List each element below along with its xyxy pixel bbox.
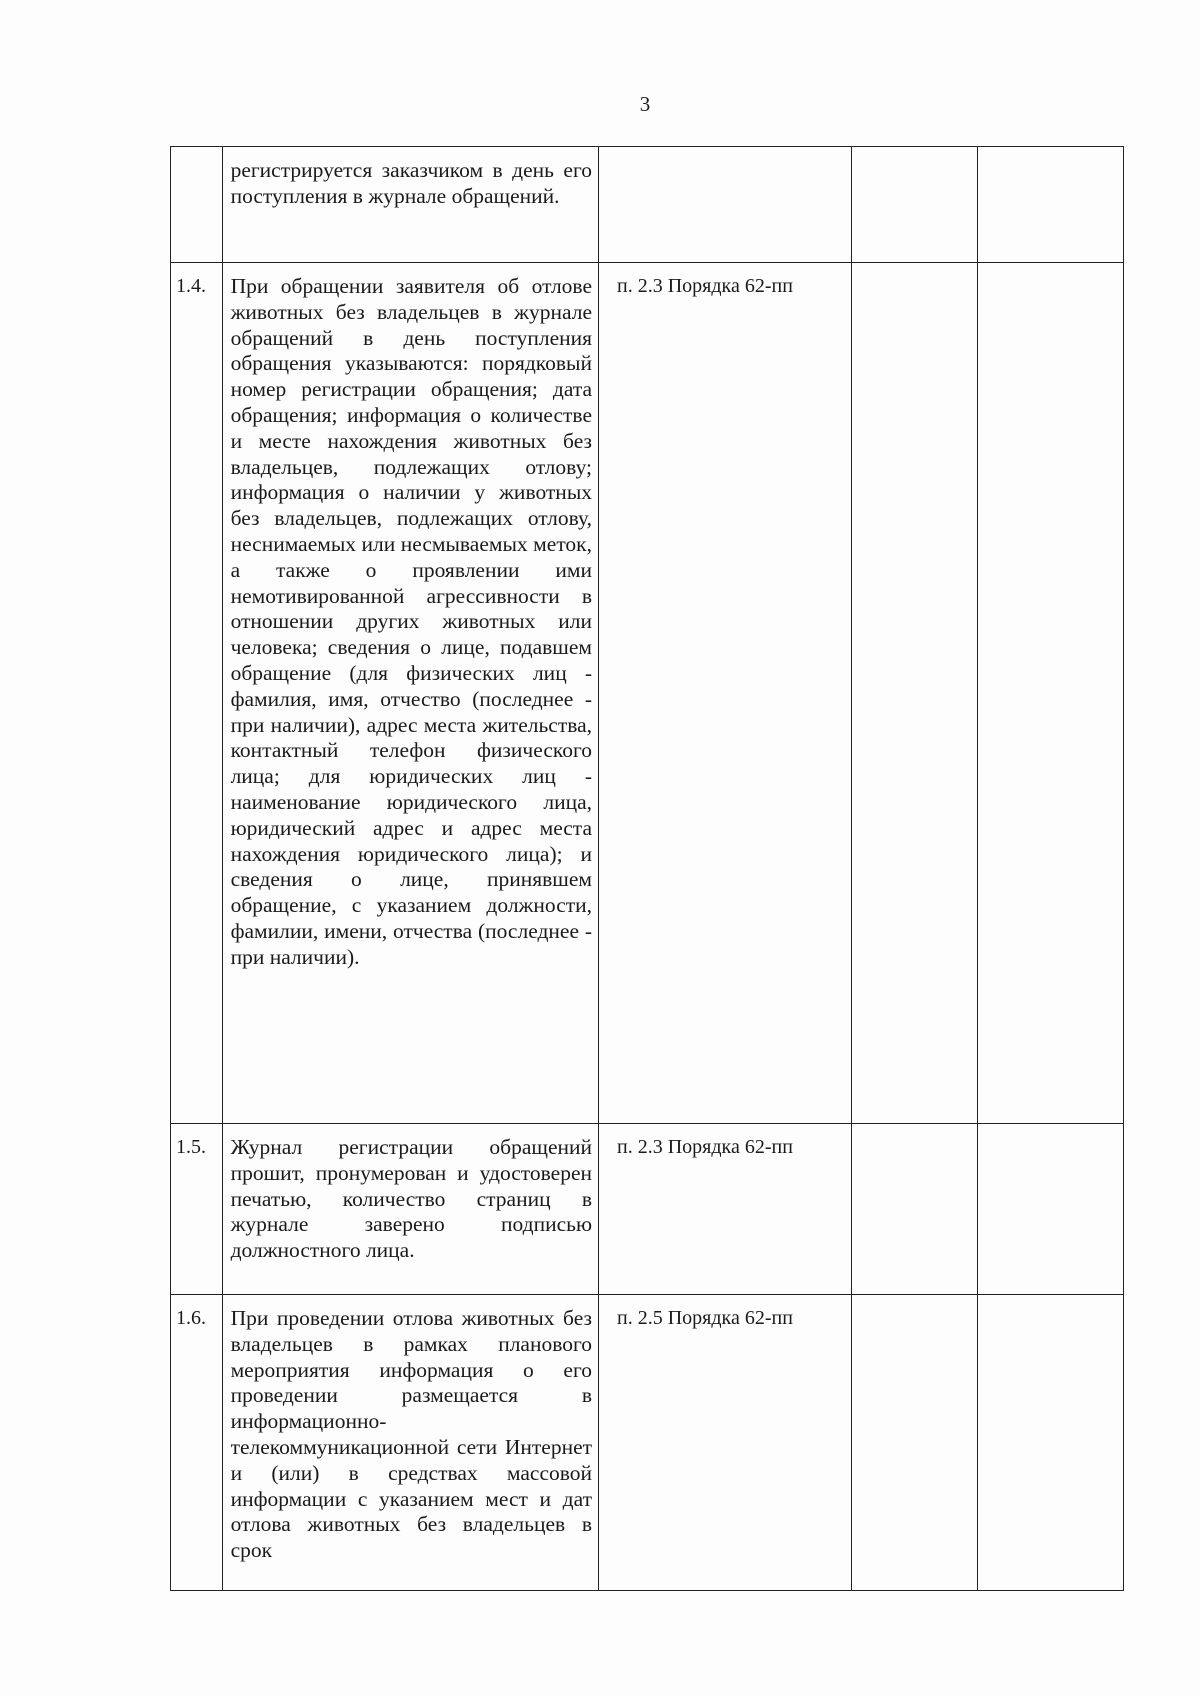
requirement-text: Журнал регистрации обращений прошит, пронумерован и удостоверен печатью, количество страниц в журнале заверено подписью должностного лица. (222, 1124, 598, 1295)
answer-cell (851, 1124, 977, 1295)
legal-reference: п. 2.3 Порядка 62-пп (599, 1124, 852, 1295)
requirement-text: регистрируется заказчиком в день его поступления в журнале обращений. (222, 147, 598, 263)
note-cell (977, 1124, 1123, 1295)
table-row (171, 147, 1124, 263)
checklist-table (170, 146, 1124, 1591)
requirement-text: При обращении заявителя об отлове животных без владельцев в журнале обращений в день поступления обращения указываются: порядковый номер регистрации обращения; дата обращения; информация о количестве и месте нахождения животных без владельцев, подлежащих отлову; информация о наличии у животных без владельцев, подлежащих отлову, неснимаемых или несмываемых меток, а также о проявлении ими немотивированной агрессивности в отношении других животных или человека; сведения о лице, подавшем обращение (для физических лиц - фамилия, имя, отчество (последнее - при наличии), адрес места жительства, контактный телефон физического лица; для юридических лиц - наименование юридического лица, юридический адрес и адрес места нахождения юридического лица); и сведения о лице, принявшем обращение, с указанием должности, фамилии, имени, отчества (последнее - при наличии). (222, 263, 598, 1124)
note-cell (977, 147, 1123, 263)
note-cell (977, 1295, 1123, 1591)
legal-reference (599, 147, 852, 263)
row-number (171, 147, 223, 263)
table-row (171, 263, 1124, 1124)
legal-reference: п. 2.5 Порядка 62-пп (599, 1295, 852, 1591)
answer-cell (851, 263, 977, 1124)
row-number: 1.4. (171, 263, 223, 1124)
answer-cell (851, 147, 977, 263)
legal-reference: п. 2.3 Порядка 62-пп (599, 263, 852, 1124)
requirement-text: При проведении отлова животных без владельцев в рамках планового мероприятия информация о его проведении размещается в информационно-телекоммуникационной сети Интернет и (или) в средствах массовой информации с указанием мест и дат отлова животных без владельцев в срок (222, 1295, 598, 1591)
page-number: 3 (639, 92, 651, 116)
row-number: 1.6. (171, 1295, 223, 1591)
table-row (171, 1124, 1124, 1295)
table-row (171, 1295, 1124, 1591)
row-number: 1.5. (171, 1124, 223, 1295)
note-cell (977, 263, 1123, 1124)
answer-cell (851, 1295, 977, 1591)
